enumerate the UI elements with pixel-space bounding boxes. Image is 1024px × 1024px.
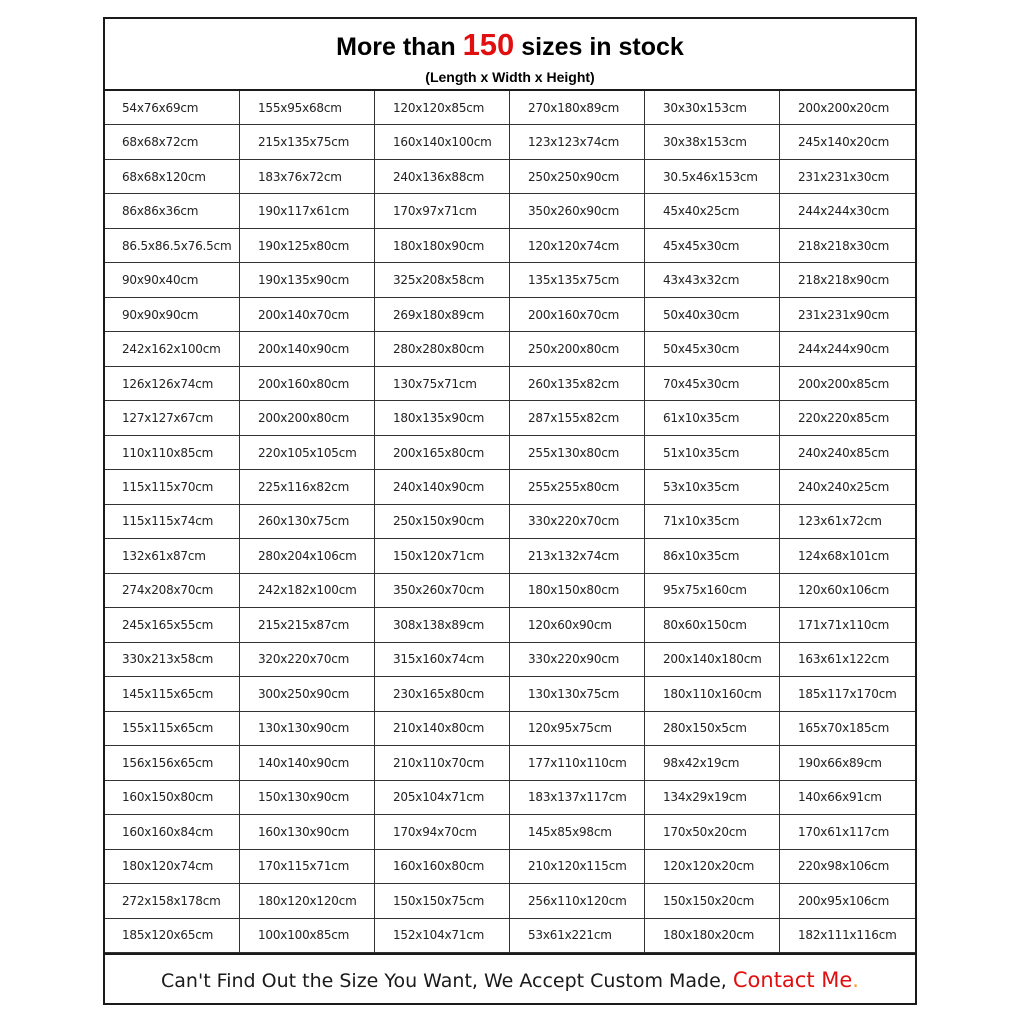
size-cell: 127x127x67cm [105, 401, 240, 435]
title-prefix: More than [336, 33, 463, 61]
size-cell: 177x110x110cm [510, 746, 645, 780]
size-cell: 256x110x120cm [510, 884, 645, 918]
size-cell: 68x68x72cm [105, 125, 240, 159]
size-cell: 163x61x122cm [780, 643, 915, 677]
size-cell: 160x130x90cm [240, 815, 375, 849]
size-cell: 300x250x90cm [240, 677, 375, 711]
size-cell: 110x110x85cm [105, 436, 240, 470]
size-cell: 200x200x80cm [240, 401, 375, 435]
size-cell: 190x117x61cm [240, 194, 375, 228]
size-cell: 86x86x36cm [105, 194, 240, 228]
size-cell: 95x75x160cm [645, 574, 780, 608]
size-cell: 200x200x20cm [780, 91, 915, 125]
size-cell: 205x104x71cm [375, 781, 510, 815]
size-cell: 245x165x55cm [105, 608, 240, 642]
size-cell: 200x95x106cm [780, 884, 915, 918]
size-cell: 171x71x110cm [780, 608, 915, 642]
size-cell: 315x160x74cm [375, 643, 510, 677]
size-cell: 170x115x71cm [240, 850, 375, 884]
size-cell: 180x180x20cm [645, 919, 780, 953]
size-cell: 240x140x90cm [375, 470, 510, 504]
size-cell: 325x208x58cm [375, 263, 510, 297]
size-cell: 180x180x90cm [375, 229, 510, 263]
size-cell: 250x200x80cm [510, 332, 645, 366]
size-cell: 182x111x116cm [780, 919, 915, 953]
size-cell: 350x260x70cm [375, 574, 510, 608]
size-cell: 270x180x89cm [510, 91, 645, 125]
size-cell: 287x155x82cm [510, 401, 645, 435]
size-cell: 255x255x80cm [510, 470, 645, 504]
size-cell: 50x40x30cm [645, 298, 780, 332]
size-cell: 180x120x74cm [105, 850, 240, 884]
size-cell: 200x140x90cm [240, 332, 375, 366]
size-cell: 218x218x30cm [780, 229, 915, 263]
size-cell: 190x135x90cm [240, 263, 375, 297]
size-chart-frame [103, 17, 917, 1005]
size-cell: 170x50x20cm [645, 815, 780, 849]
size-cell: 70x45x30cm [645, 367, 780, 401]
footer-text: Can't Find Out the Size You Want, We Accept Custom Made, [161, 970, 733, 992]
size-cell: 220x105x105cm [240, 436, 375, 470]
size-cell: 231x231x90cm [780, 298, 915, 332]
size-cell: 150x150x75cm [375, 884, 510, 918]
size-cell: 160x140x100cm [375, 125, 510, 159]
size-cell: 115x115x70cm [105, 470, 240, 504]
size-cell: 308x138x89cm [375, 608, 510, 642]
size-cell: 120x120x20cm [645, 850, 780, 884]
size-cell: 240x240x85cm [780, 436, 915, 470]
size-cell: 180x135x90cm [375, 401, 510, 435]
size-cell: 98x42x19cm [645, 746, 780, 780]
size-cell: 200x160x80cm [240, 367, 375, 401]
custom-order-note [105, 953, 915, 1003]
size-cell: 130x75x71cm [375, 367, 510, 401]
size-cell: 130x130x75cm [510, 677, 645, 711]
size-cell: 200x165x80cm [375, 436, 510, 470]
size-cell: 120x120x85cm [375, 91, 510, 125]
size-cell: 123x61x72cm [780, 505, 915, 539]
footer-period: . [852, 968, 859, 992]
size-cell: 210x140x80cm [375, 712, 510, 746]
size-cell: 90x90x40cm [105, 263, 240, 297]
size-cell: 330x213x58cm [105, 643, 240, 677]
size-cell: 180x150x80cm [510, 574, 645, 608]
size-cell: 250x150x90cm [375, 505, 510, 539]
size-cell: 30x38x153cm [645, 125, 780, 159]
size-cell: 269x180x89cm [375, 298, 510, 332]
size-cell: 213x132x74cm [510, 539, 645, 573]
size-cell: 272x158x178cm [105, 884, 240, 918]
size-cell: 124x68x101cm [780, 539, 915, 573]
size-cell: 230x165x80cm [375, 677, 510, 711]
size-cell: 255x130x80cm [510, 436, 645, 470]
size-table [105, 91, 915, 953]
size-cell: 185x120x65cm [105, 919, 240, 953]
size-cell: 132x61x87cm [105, 539, 240, 573]
size-cell: 160x150x80cm [105, 781, 240, 815]
size-cell: 126x126x74cm [105, 367, 240, 401]
size-cell: 61x10x35cm [645, 401, 780, 435]
size-cell: 120x95x75cm [510, 712, 645, 746]
size-cell: 170x61x117cm [780, 815, 915, 849]
size-cell: 155x95x68cm [240, 91, 375, 125]
size-cell: 165x70x185cm [780, 712, 915, 746]
size-cell: 53x61x221cm [510, 919, 645, 953]
size-cell: 80x60x150cm [645, 608, 780, 642]
size-cell: 86.5x86.5x76.5cm [105, 229, 240, 263]
size-cell: 240x240x25cm [780, 470, 915, 504]
size-cell: 150x120x71cm [375, 539, 510, 573]
size-cell: 115x115x74cm [105, 505, 240, 539]
size-cell: 45x40x25cm [645, 194, 780, 228]
size-cell: 150x150x20cm [645, 884, 780, 918]
size-cell: 43x43x32cm [645, 263, 780, 297]
size-cell: 160x160x84cm [105, 815, 240, 849]
size-cell: 145x115x65cm [105, 677, 240, 711]
size-cell: 320x220x70cm [240, 643, 375, 677]
size-cell: 200x140x180cm [645, 643, 780, 677]
size-cell: 135x135x75cm [510, 263, 645, 297]
size-cell: 180x110x160cm [645, 677, 780, 711]
size-cell: 30.5x46x153cm [645, 160, 780, 194]
size-cell: 170x94x70cm [375, 815, 510, 849]
size-cell: 120x60x106cm [780, 574, 915, 608]
size-cell: 68x68x120cm [105, 160, 240, 194]
size-cell: 250x250x90cm [510, 160, 645, 194]
size-cell: 240x136x88cm [375, 160, 510, 194]
size-cell: 242x162x100cm [105, 332, 240, 366]
size-cell: 280x280x80cm [375, 332, 510, 366]
size-cell: 200x200x85cm [780, 367, 915, 401]
size-cell: 54x76x69cm [105, 91, 240, 125]
size-cell: 200x160x70cm [510, 298, 645, 332]
size-cell: 185x117x170cm [780, 677, 915, 711]
size-cell: 123x123x74cm [510, 125, 645, 159]
size-cell: 330x220x90cm [510, 643, 645, 677]
size-cell: 45x45x30cm [645, 229, 780, 263]
size-cell: 150x130x90cm [240, 781, 375, 815]
chart-header [105, 19, 915, 91]
size-cell: 51x10x35cm [645, 436, 780, 470]
size-cell: 210x110x70cm [375, 746, 510, 780]
size-cell: 30x30x153cm [645, 91, 780, 125]
size-cell: 225x116x82cm [240, 470, 375, 504]
size-cell: 210x120x115cm [510, 850, 645, 884]
size-cell: 90x90x90cm [105, 298, 240, 332]
contact-me-link[interactable]: Contact Me [732, 968, 853, 992]
page-title [105, 25, 915, 65]
size-cell: 50x45x30cm [645, 332, 780, 366]
size-cell: 190x66x89cm [780, 746, 915, 780]
size-cell: 180x120x120cm [240, 884, 375, 918]
size-cell: 190x125x80cm [240, 229, 375, 263]
dimension-legend: (Length x Width x Height) [425, 69, 595, 85]
size-cell: 155x115x65cm [105, 712, 240, 746]
size-cell: 156x156x65cm [105, 746, 240, 780]
title-suffix: sizes in stock [514, 33, 684, 61]
size-cell: 170x97x71cm [375, 194, 510, 228]
size-cell: 183x137x117cm [510, 781, 645, 815]
size-cell: 215x135x75cm [240, 125, 375, 159]
size-cell: 260x135x82cm [510, 367, 645, 401]
size-cell: 71x10x35cm [645, 505, 780, 539]
size-cell: 245x140x20cm [780, 125, 915, 159]
size-cell: 350x260x90cm [510, 194, 645, 228]
size-cell: 244x244x30cm [780, 194, 915, 228]
size-cell: 145x85x98cm [510, 815, 645, 849]
size-cell: 242x182x100cm [240, 574, 375, 608]
size-cell: 86x10x35cm [645, 539, 780, 573]
size-cell: 130x130x90cm [240, 712, 375, 746]
size-cell: 100x100x85cm [240, 919, 375, 953]
size-cell: 274x208x70cm [105, 574, 240, 608]
title-number: 150 [462, 27, 515, 62]
size-cell: 120x120x74cm [510, 229, 645, 263]
size-cell: 231x231x30cm [780, 160, 915, 194]
size-cell: 140x140x90cm [240, 746, 375, 780]
size-cell: 152x104x71cm [375, 919, 510, 953]
size-cell: 218x218x90cm [780, 263, 915, 297]
size-cell: 120x60x90cm [510, 608, 645, 642]
size-cell: 220x98x106cm [780, 850, 915, 884]
size-cell: 140x66x91cm [780, 781, 915, 815]
size-cell: 200x140x70cm [240, 298, 375, 332]
size-cell: 160x160x80cm [375, 850, 510, 884]
size-cell: 260x130x75cm [240, 505, 375, 539]
size-cell: 134x29x19cm [645, 781, 780, 815]
size-cell: 280x204x106cm [240, 539, 375, 573]
size-cell: 183x76x72cm [240, 160, 375, 194]
size-cell: 330x220x70cm [510, 505, 645, 539]
size-cell: 244x244x90cm [780, 332, 915, 366]
size-cell: 215x215x87cm [240, 608, 375, 642]
size-cell: 220x220x85cm [780, 401, 915, 435]
size-cell: 53x10x35cm [645, 470, 780, 504]
size-cell: 280x150x5cm [645, 712, 780, 746]
